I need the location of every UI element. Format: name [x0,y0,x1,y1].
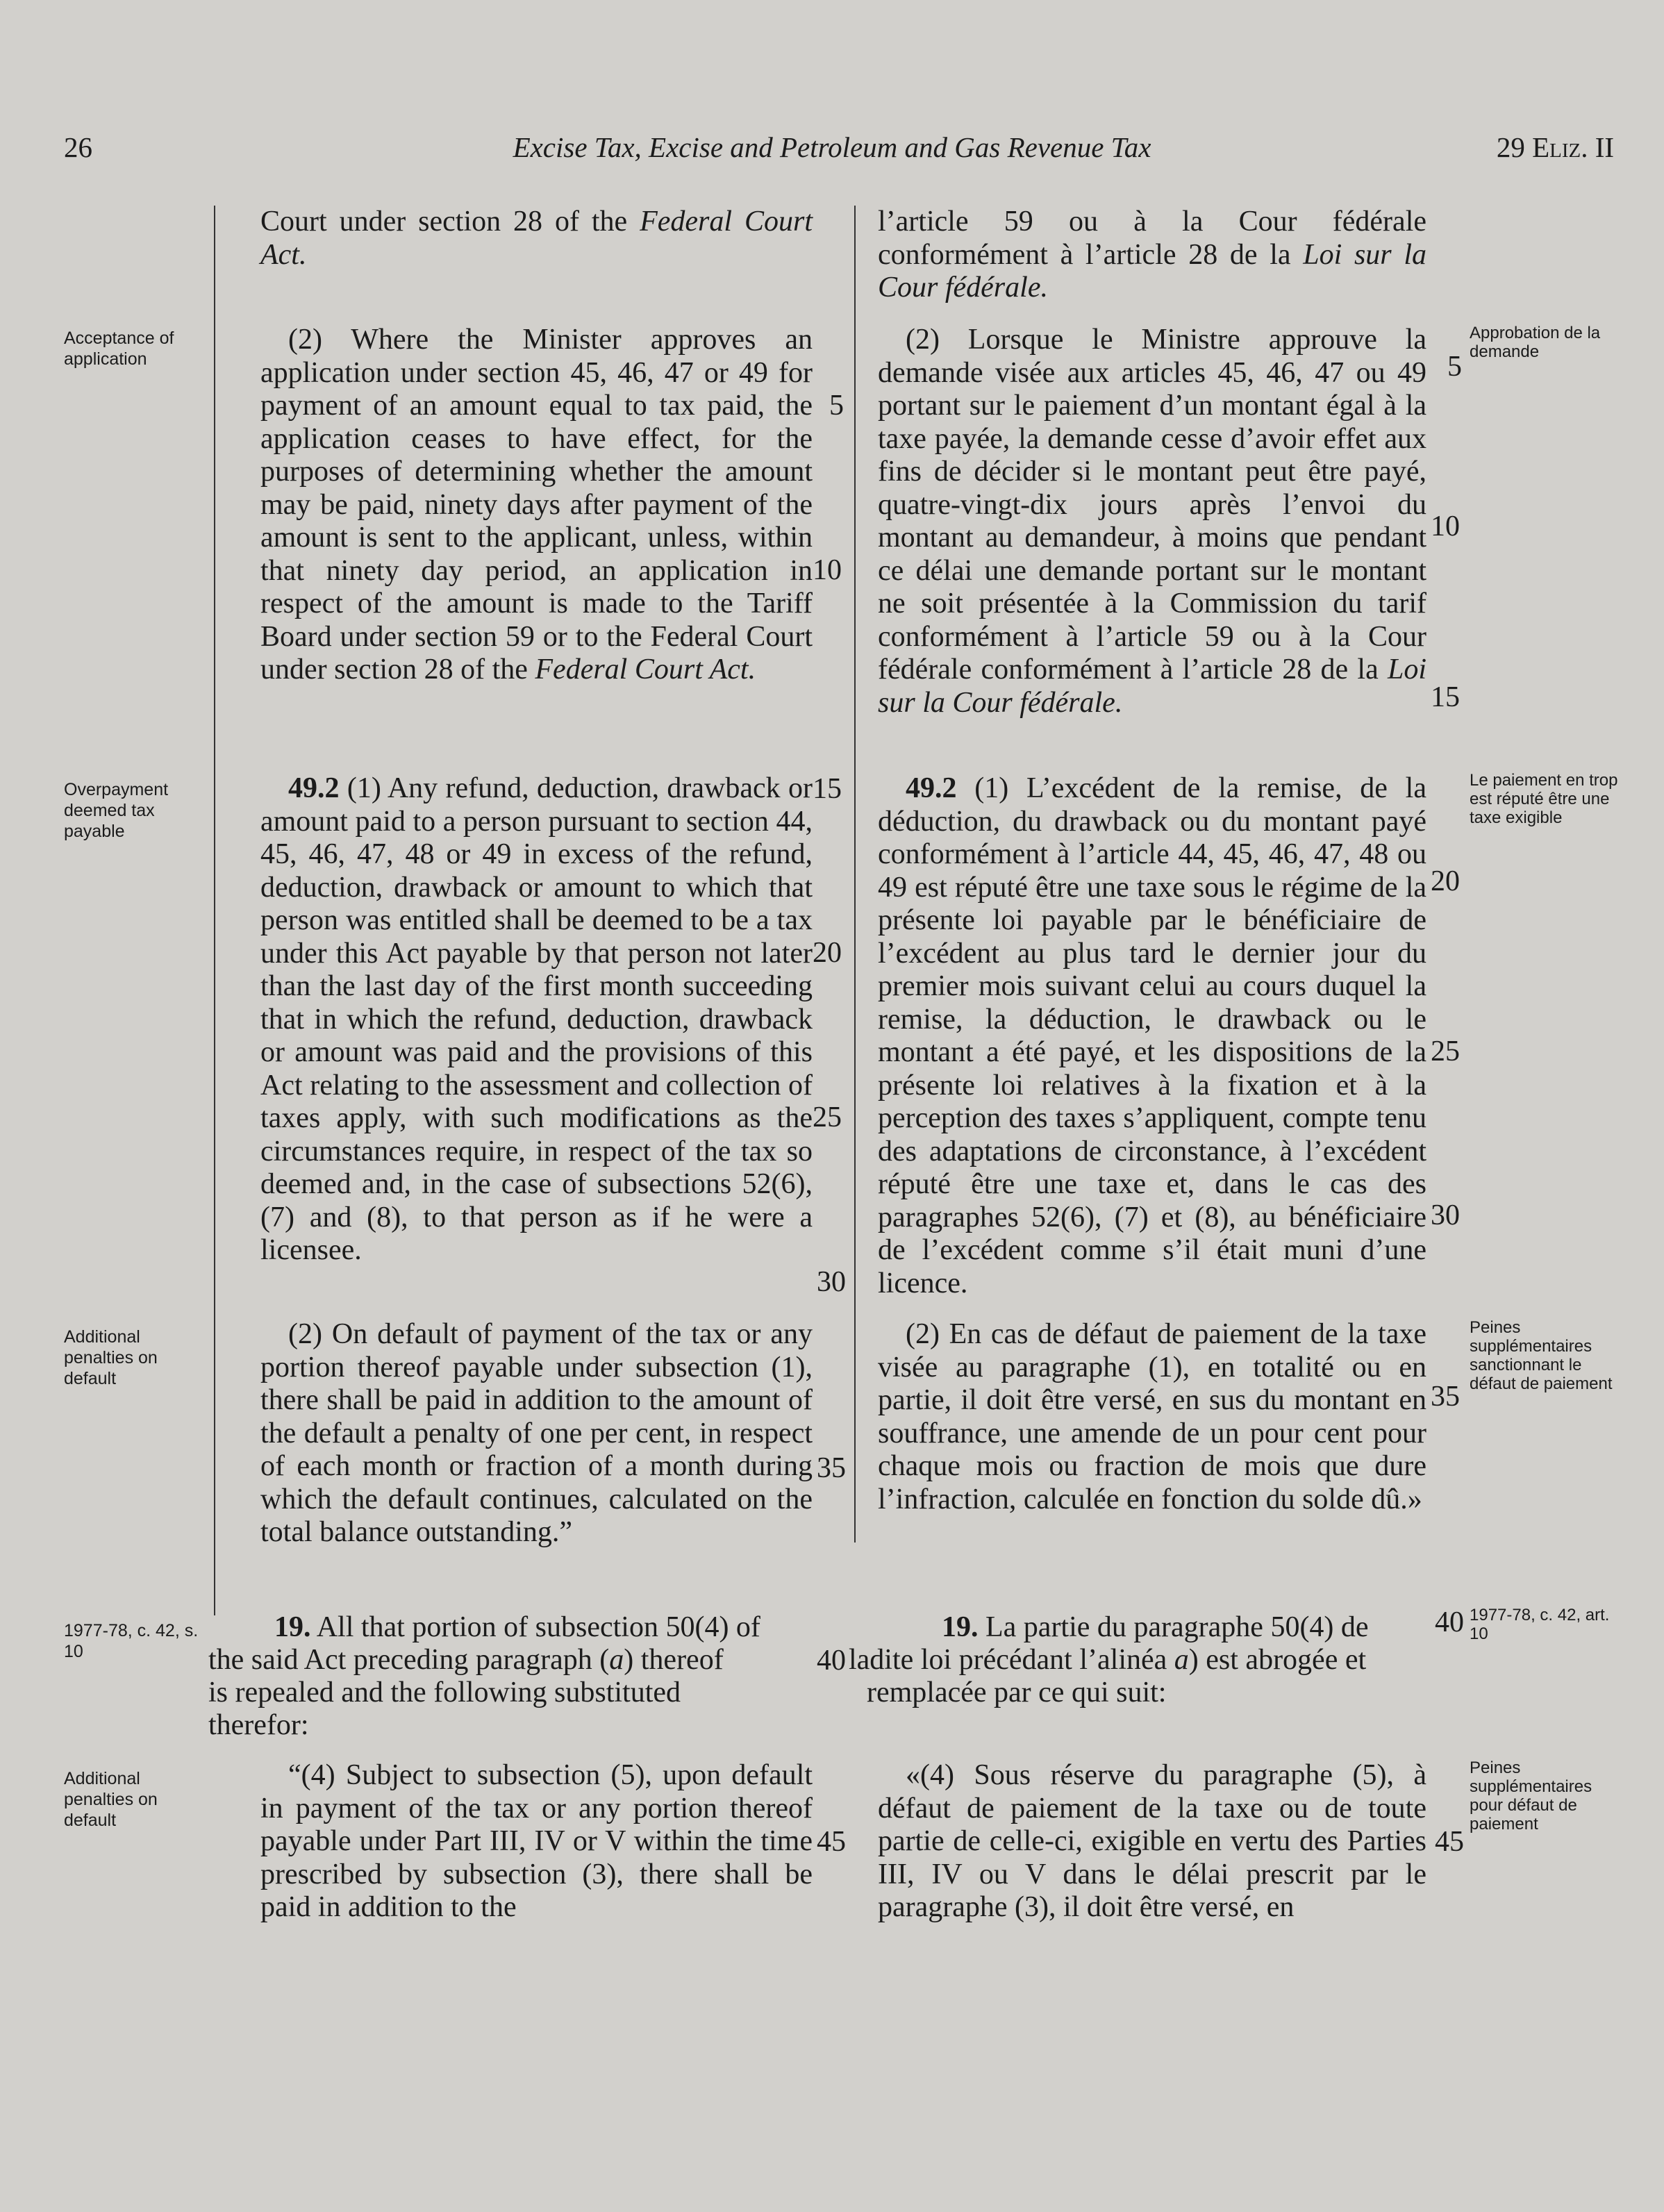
left-column-rule [214,206,215,1615]
line-number-right-10: 10 [1431,510,1460,542]
fr-p1-act: Loi sur la Cour fédérale. [878,654,1426,719]
regnal-year-text: 29 Eliz. II [1496,131,1614,163]
en-p1-text: (2) Where the Minister approves an application under section 45, 46, 47 or 49 for payment of an amount equal to tax paid, the application ceases to have effect, for the purposes of determining whether the amount may be paid, ninety days after payment of the amount is sent to the applicant, unless, within that ninety day period, an application in respect of the amount is made to the Tariff Board under section 59 or to the Federal Court under section 28 of the [260,324,813,685]
fr-p0-act: Loi sur la Cour fédérale. [878,238,1427,303]
margin-note-peines-2: Peines supplémentaires pour défaut de paiement [1470,1758,1592,1833]
fr-paragraph-0 [878,206,1426,305]
margin-note-acceptance: Acceptance of application [64,329,174,369]
fr-paragraph-49-2-1 [878,772,1426,1300]
line-number-right-40: 40 [1435,1606,1464,1638]
fr-paragraph-49-2-2 [878,1318,1426,1516]
fr-section-19-line-3: remplacée par ce qui suit: [867,1677,1167,1708]
fr-p2-text: (1) L’excédent de la remise, de la déduction, du drawback ou du montant payé conformément à l’article 44, 45, 46, 47, 48 ou 49 est réputé être une taxe sous le régime de la présente loi payable par le bénéficiaire de l’excédent au plus tard le dernier jour du premier mois suivant celui au cours duquel la remise, la déduction, le drawback ou le montant a été payé, et les dispositions de la présente loi relatives à la fixation et à la perception des taxes s’appliquent, compte tenu des adaptations de circonstance, à l’excédent réputé être une taxe et, dans le cas des paragraphes 52(6), (7) et (8), au bénéficiaire de l’excédent comme s’il était muni d’une licence. [878,772,1426,1299]
line-number-right-45: 45 [1435,1826,1464,1858]
fr-s19-l2b: a [1174,1644,1189,1676]
fr-section-number: 49.2 [906,772,957,804]
fr-section-19-line-2 [849,1644,1397,1677]
en-p2-text: (1) Any refund, deduction, drawback or amount paid to a person pursuant to section 44, 45, 46, 47, 48 or 49 in excess of the refund, deduction, drawback or amount to which that person was entitled shall be deemed to be a tax under this Act payable by that person not later than the last day of the first month succeeding that in which the refund, deduction, drawback or amount was paid and the provisions of this Act relating to the assessment and collection of taxes apply, with such modifications as the circumstances require, in respect of the tax so deemed and, in the case of subsections 52(6), (7) and (8), to that person as if he were a licensee. [260,772,813,1266]
fr-p0-text: l’article 59 ou à la Cour fédérale conformément à l’article 28 de la [878,206,1426,271]
en-p1-act: Federal Court Act. [535,654,756,685]
fr-p1-text: (2) Lorsque le Ministre approuve la demande visée aux articles 45, 46, 47 ou 49 portant sur le paiement d’un montant égal à la taxe payée, la demande cesse d’avoir effet aux fins de décider si le montant peut être payé, quatre-vingt-dix jours après l’envoi du montant au demandeur, à moins que pendant ce délai une demande portant sur le montant ne soit présentée à la Commission du tarif conformément à l’article 59 ou à la Cour fédérale conformément à l’article 28 de la [878,324,1426,685]
en-paragraph-1 [260,324,813,687]
regnal-year [1497,131,1614,164]
en-paragraph-0 [260,206,813,272]
fr-paragraph-1 [878,324,1426,720]
fr-s19-l1: La partie du paragraphe 50(4) de [985,1611,1369,1643]
en-section-19-line-2 [208,1644,819,1677]
fr-section-19-line-1 [878,1611,1426,1645]
fr-s19-number: 19. [942,1611,979,1643]
line-number-right-35: 35 [1431,1381,1460,1413]
en-s19-number: 19. [274,1611,311,1643]
line-number-left-10: 10 [813,554,842,586]
margin-note-peines: Peines supplémentaires sanctionnant le défaut de paiement [1470,1318,1613,1393]
en-s19-l1: All that portion of subsection 50(4) of [316,1611,760,1643]
line-number-right-5: 5 [1447,351,1462,383]
margin-note-citation: 1977-78, c. 42, s. 10 [64,1621,199,1661]
en-p4-text: “(4) Subject to subsection (5), upon default in payment of the tax or any portion thereof payable under Part III, IV or V within the time prescribed by subsection (3), there shall be paid in addition to the [260,1759,813,1923]
fr-p4-text: «(4) Sous réserve du paragraphe (5), à défaut de paiement de la taxe ou de toute partie de celle-ci, exigible en vertu des Parties III, IV ou V dans le délai prescrit par le paragraphe (3), il doit être versé, en [878,1759,1426,1923]
en-p0-act: Federal Court Act. [260,206,813,271]
margin-note-additional-penalties-2: Additional penalties on default [64,1769,158,1830]
fr-p3-text: (2) En cas de défaut de paiement de la taxe visée au paragraphe (1), en totalité ou en partie, il doit être versé, en sus du montant en souffrance, une amende de un pour cent pour chaque mois ou fraction de mois que dure l’infraction, calculée en fonction du solde dû.» [878,1318,1426,1515]
line-number-left-15: 15 [813,773,842,805]
fr-s19-l2c: ) est abrogée et [1188,1644,1367,1676]
en-p0-text: Court under section 28 of the [260,206,640,238]
page-number: 26 [64,131,92,163]
en-paragraph-49-2-1 [260,772,813,1267]
line-number-right-25: 25 [1431,1036,1460,1067]
margin-note-overpayment: Overpayment deemed tax payable [64,780,169,841]
line-number-right-15: 15 [1431,681,1460,713]
line-number-left-35: 35 [817,1452,846,1484]
margin-note-citation-fr: 1977-78, c. 42, art. 10 [1470,1606,1610,1643]
en-section-19-line-1 [260,1611,813,1645]
en-s19-l2b: a [609,1644,624,1676]
margin-note-paiement-en-trop: Le paiement en trop est réputé être une taxe exigible [1470,771,1618,827]
en-section-19-line-3: is repealed and the following substituted [208,1677,681,1708]
en-section-number: 49.2 [288,772,340,804]
line-number-right-30: 30 [1431,1199,1460,1231]
margin-note-approbation: Approbation de la demande [1470,324,1601,361]
line-number-left-20: 20 [813,937,842,969]
running-title: Excise Tax, Excise and Petroleum and Gas Revenue Tax [513,131,1151,163]
center-column-rule [854,206,856,1542]
line-number-right-20: 20 [1431,865,1460,897]
en-s19-l2a: the said Act preceding paragraph ( [208,1644,610,1676]
fr-paragraph-50-4 [878,1759,1426,1924]
line-number-left-30: 30 [817,1266,846,1298]
en-p3-text: (2) On default of payment of the tax or any portion thereof payable under subsection (1), there shall be paid in addition to the amount of the default a penalty of one per cent, in respect of each month or fraction of a month during which the default continues, calculated on the total balance outstanding.” [260,1318,813,1548]
line-number-left-5: 5 [829,390,844,422]
line-number-left-45: 45 [817,1826,846,1858]
en-s19-l2c: ) thereof [624,1644,724,1676]
margin-note-additional-penalties: Additional penalties on default [64,1327,158,1388]
en-section-19-line-4: therefor: [208,1709,309,1741]
en-paragraph-50-4 [260,1759,813,1924]
line-number-left-40: 40 [817,1645,846,1677]
line-number-left-25: 25 [813,1101,842,1133]
fr-s19-l2a: ladite loi précédant l’alinéa [849,1644,1174,1676]
en-paragraph-49-2-2 [260,1318,813,1549]
